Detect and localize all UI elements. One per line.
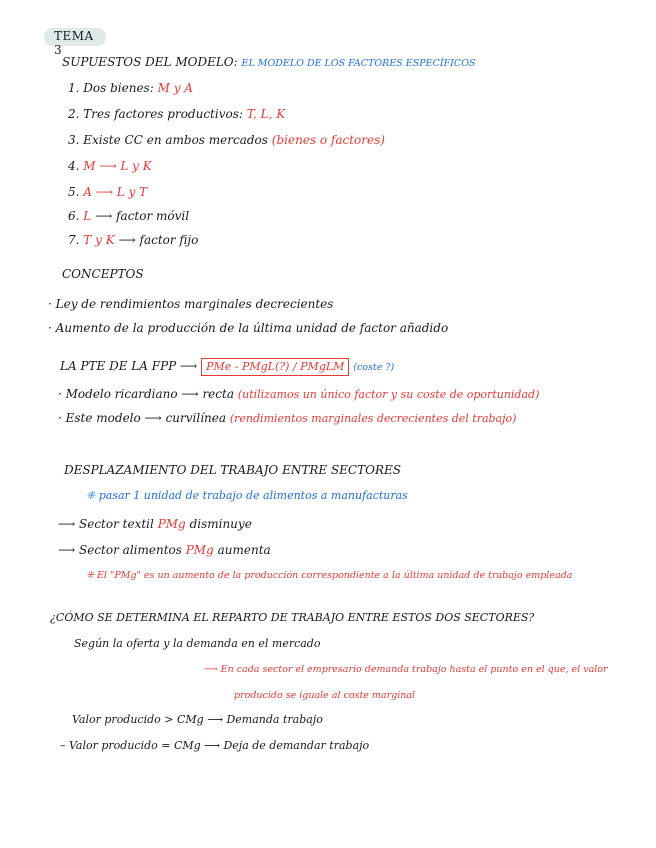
fpp-row-text: · Este modelo ⟶ curvilínea <box>58 411 227 425</box>
item-number: 3. <box>68 133 80 147</box>
fpp-row-red: (rendimientos marginales decrecientes del trabajo) <box>229 412 517 425</box>
item-red-text: M y A <box>157 81 193 95</box>
item-red-text: T, L, K <box>246 107 286 121</box>
supuesto-item <box>68 158 152 174</box>
desplazamiento-heading: DESPLAZAMIENTO DEL TRABAJO ENTRE SECTORES <box>64 463 401 477</box>
conceptos-heading: CONCEPTOS <box>62 267 144 281</box>
supuesto-item <box>68 208 189 224</box>
row-text: ⟶ Sector textil <box>58 517 154 531</box>
supuestos-heading-line <box>62 54 476 72</box>
desplazamiento-row <box>58 542 271 558</box>
supuesto-item <box>68 184 147 200</box>
desplazamiento-footnote: ⁜ El "PMg" es un aumento de la producción correspondiente a la última unidad de trabajo empleada <box>86 570 573 581</box>
item-text: Tres factores productivos: <box>83 107 243 121</box>
item-red-text: A ⟶ L y T <box>83 185 148 199</box>
reparto-subtitle: Según la oferta y la demanda en el mercado <box>74 637 321 650</box>
row-tail: aumenta <box>217 543 271 557</box>
fpp-line <box>60 358 394 376</box>
desplazamiento-row <box>58 516 252 532</box>
fpp-row-text: · Modelo ricardiano ⟶ recta <box>58 387 234 401</box>
row-red: PMg <box>185 543 214 557</box>
fpp-boxed-formula: PMe - PMgL(?) / PMgLM <box>201 358 349 376</box>
fpp-note: (coste ?) <box>353 362 395 373</box>
fpp-label: LA PTE DE LA FPP ⟶ <box>60 359 198 373</box>
item-number: 7. <box>68 233 80 247</box>
item-text: Dos bienes: <box>83 81 154 95</box>
fpp-row <box>58 410 516 427</box>
item-text: ⟶ factor fijo <box>118 233 199 247</box>
supuesto-item <box>68 132 385 148</box>
concepto-bullet: · Aumento de la producción de la última unidad de factor añadido <box>48 321 449 335</box>
supuesto-item <box>68 232 198 248</box>
item-red-text: T y K <box>83 233 115 247</box>
reparto-heading: ¿CÓMO SE DETERMINA EL REPARTO DE TRABAJO ENTRE ESTOS DOS SECTORES? <box>50 611 535 624</box>
supuestos-heading: SUPUESTOS DEL MODELO: <box>62 55 238 69</box>
item-red-text: L <box>83 209 92 223</box>
reparto-row: Valor producido > CMg ⟶ Demanda trabajo <box>72 713 323 726</box>
item-number: 5. <box>68 185 80 199</box>
item-text: ⟶ factor móvil <box>95 209 190 223</box>
fpp-row-red: (utilizamos un único factor y su coste de oportunidad) <box>237 388 540 401</box>
topic-badge <box>44 28 106 57</box>
reparto-row: – Valor producido = CMg ⟶ Deja de demandar trabajo <box>60 739 370 752</box>
item-number: 4. <box>68 159 80 173</box>
item-number: 1. <box>68 81 80 95</box>
row-tail: disminuye <box>189 517 252 531</box>
item-number: 2. <box>68 107 80 121</box>
row-red: PMg <box>157 517 186 531</box>
fpp-row <box>58 386 539 403</box>
item-red-text: (bienes o factores) <box>271 133 385 147</box>
concepto-bullet: · Ley de rendimientos marginales decrecientes <box>48 297 334 311</box>
reparto-red-line-2: producido se iguale al coste marginal <box>234 690 416 701</box>
reparto-red-line-1: ⟶ En cada sector el empresario demanda trabajo hasta el punto en el que, el valor <box>204 664 608 675</box>
item-red-text: M ⟶ L y K <box>83 159 152 173</box>
supuestos-heading-note: EL MODELO DE LOS FACTORES ESPECÍFICOS <box>241 58 476 69</box>
supuesto-item <box>68 80 193 96</box>
item-text: Existe CC en ambos mercados <box>83 133 268 147</box>
supuesto-item <box>68 106 285 122</box>
row-text: ⟶ Sector alimentos <box>58 543 182 557</box>
topic-title: TEMA 3 <box>54 29 94 57</box>
item-number: 6. <box>68 209 80 223</box>
desplazamiento-blue-note: ⁜ pasar 1 unidad de trabajo de alimentos a manufacturas <box>86 489 408 502</box>
